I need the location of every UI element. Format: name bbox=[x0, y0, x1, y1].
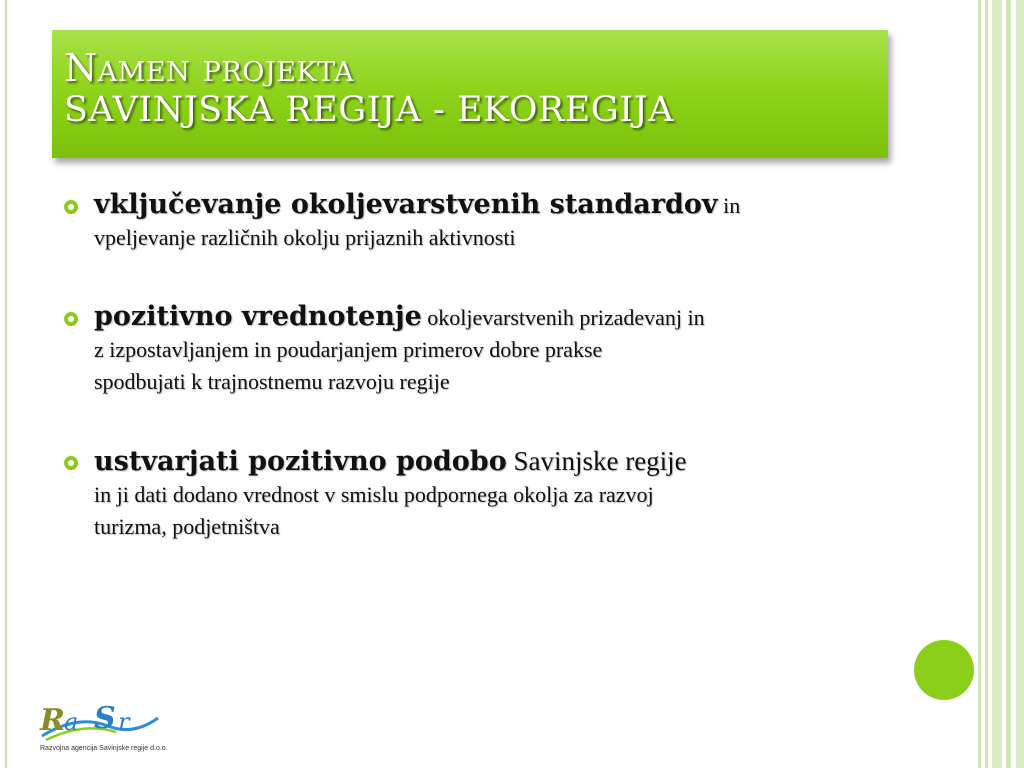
stripe bbox=[978, 0, 981, 768]
bullet-item bbox=[62, 444, 892, 543]
left-border-line bbox=[5, 0, 7, 768]
bullet-list bbox=[62, 188, 892, 543]
slide-title: Namen projekta bbox=[64, 46, 355, 90]
bullet-inline-text: in bbox=[717, 193, 741, 218]
bullet-circle-icon bbox=[64, 456, 78, 470]
green-circle-decoration bbox=[914, 640, 974, 700]
svg-text:S: S bbox=[94, 701, 116, 736]
bullet-line: spodbujati k trajnostnemu razvoju regije bbox=[94, 369, 450, 394]
stripe bbox=[992, 0, 1002, 768]
bullet-line: vpeljevanje različnih okolju prijaznih aktivnosti bbox=[94, 225, 516, 250]
bullet-inline-text: okoljevarstvenih prizadevanj in bbox=[421, 305, 705, 330]
bullet-lead-text: pozitivno vrednotenje bbox=[94, 301, 422, 332]
bullet-item bbox=[62, 300, 892, 398]
slide-subtitle: SAVINJSKA REGIJA - EKOREGIJA bbox=[64, 90, 674, 130]
logo-tagline: Razvojna agencija Savinjske regije d.o.o. bbox=[40, 745, 168, 752]
bullet-line: turizma, podjetništva bbox=[94, 514, 280, 539]
stripe bbox=[1016, 0, 1024, 768]
right-decorative-stripes bbox=[978, 0, 1024, 768]
bullet-line: in ji dati dodano vrednost v smislu podpornega okolja za razvoj bbox=[94, 482, 654, 507]
svg-text:r: r bbox=[118, 708, 130, 736]
rasr-logo-icon bbox=[38, 696, 168, 746]
svg-text:a: a bbox=[64, 708, 79, 736]
bullet-circle-icon bbox=[64, 312, 78, 326]
title-banner bbox=[52, 30, 888, 158]
stripe bbox=[1006, 0, 1011, 768]
bullet-line: z izpostavljanjem in poudarjanjem primerov dobre prakse bbox=[94, 337, 603, 362]
bullet-item bbox=[62, 188, 892, 254]
bullet-lead-text: vključevanje okoljevarstvenih standardov bbox=[94, 189, 718, 220]
bullet-circle-icon bbox=[64, 200, 78, 214]
stripe bbox=[985, 0, 988, 768]
bullet-inline-text: Savinjske regije bbox=[506, 446, 687, 476]
svg-text:R: R bbox=[40, 703, 65, 738]
bullet-lead-text: ustvarjati pozitivno podobo bbox=[94, 446, 507, 477]
